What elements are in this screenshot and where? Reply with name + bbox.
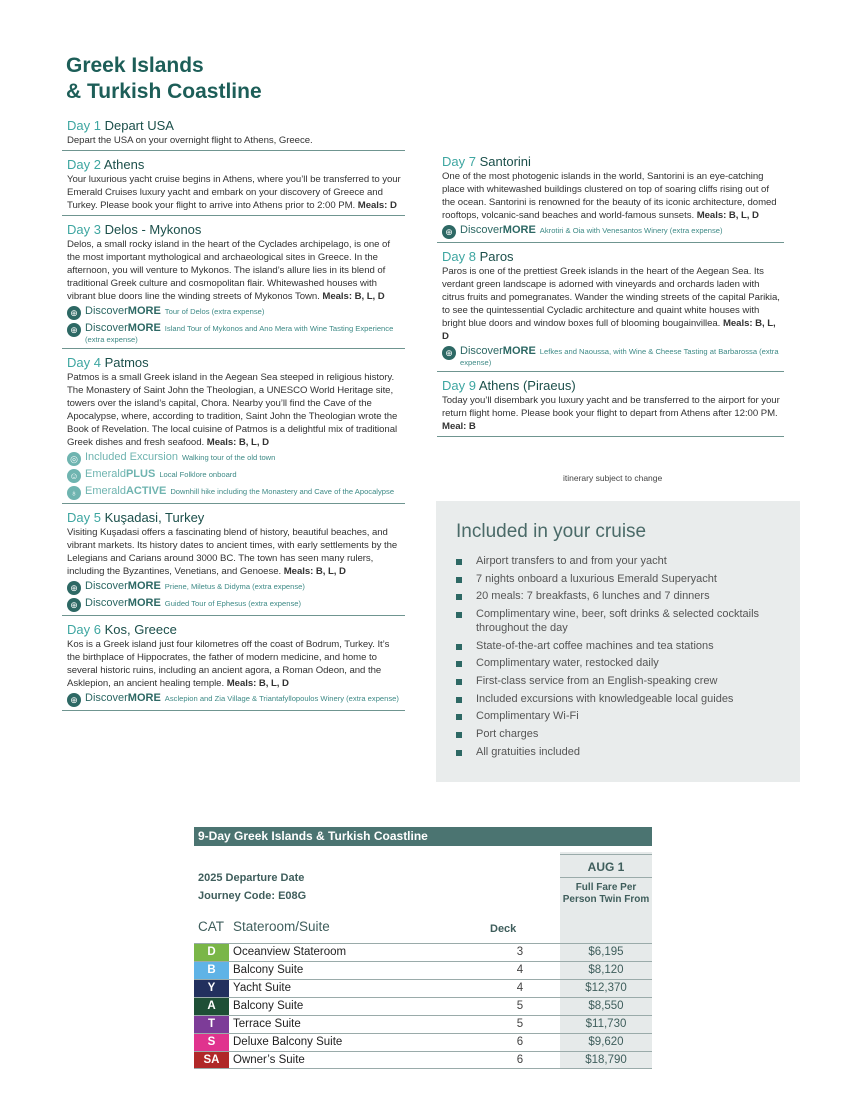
day-extra <box>442 346 784 368</box>
category-badge: Y <box>194 980 229 997</box>
included-item <box>456 573 780 587</box>
day-text: Paros is one of the prettiest Greek islands in the heart of the Aegean Sea. Its verdant green landscape is adorned with vineyards and orchards laden with citrus fruits and pomegranates. Wander the winding streets of the capital Parikia, to see the quintessential Cycladic architecture and quaint white houses with bright blue doors and window boxes full of blooming bougainvillea. <box>442 266 780 329</box>
extra-brand-b: MORE <box>502 345 536 357</box>
extra-description: Tour of Delos (extra expense) <box>164 307 265 316</box>
day-number: Day 7 <box>442 154 476 169</box>
day-extra <box>67 306 405 320</box>
category-badge: S <box>194 1034 229 1051</box>
included-item-text: All gratuities included <box>476 745 580 758</box>
extra-brand <box>85 305 161 317</box>
itinerary-left-column <box>62 116 405 715</box>
room-name: Terrace Suite <box>233 1018 301 1030</box>
room-name: Balcony Suite <box>233 1000 304 1012</box>
included-item-text: 7 nights onboard a luxurious Emerald Superyacht <box>476 572 717 585</box>
extra-brand <box>85 597 161 609</box>
day-extra <box>67 693 405 707</box>
day-description <box>67 238 405 303</box>
deck-number: 4 <box>516 964 524 976</box>
bullet-icon <box>456 661 462 667</box>
category-badge: B <box>194 962 229 979</box>
day-text: Patmos is a small Greek island in the Aegean Sea steeped in religious history. The Monastery of Saint John the Theologian, a UNESCO World Heritage site, towers over the island’s capital, Chora. Nearby you’ll find the Cave of the Apocalypse, where, according to tradition, Saint John the Theologian wrote the Book of Revelation. The local cuisine of Patmos is a delightful mix of traditional Greek dishes and fresh seafood. <box>67 372 398 448</box>
extra-description: Asclepion and Zia Village & Triantafyllopoulos Winery (extra expense) <box>164 694 399 703</box>
extra-text <box>85 452 275 464</box>
bullet-icon <box>456 714 462 720</box>
day-text: Visiting Kuşadasi offers a fascinating blend of history, beautiful beaches, and vibrant markets. Its history dates to ancient times, with early settlements by the Lelegians and Carians around 3000 BC. The town has seen many rulers, including the Byzantines, Venetians, and Genoese. <box>67 527 398 577</box>
day-section <box>62 155 405 216</box>
day-place: Patmos <box>104 355 149 370</box>
day-section <box>437 152 784 243</box>
day-extra <box>67 581 405 595</box>
extra-description: Island Tour of Mykonos and Ano Mera with Wine Tasting Experience (extra expense) <box>85 324 394 344</box>
extra-brand-a: Emerald <box>85 485 126 497</box>
room-name: Yacht Suite <box>233 982 291 994</box>
subject-note: itinerary subject to change <box>563 473 663 483</box>
extra-text <box>85 581 305 593</box>
extra-text <box>460 346 784 368</box>
discover-icon: ⊕ <box>67 693 81 707</box>
extra-brand-a: Discover <box>85 322 128 334</box>
day-number: Day 8 <box>442 249 476 264</box>
pricing-row <box>194 1015 652 1033</box>
extra-brand-b: PLUS <box>125 468 156 480</box>
extra-description: Priene, Miletus & Didyma (extra expense) <box>164 582 305 591</box>
day-number: Day 3 <box>67 222 101 237</box>
extra-text <box>85 306 264 318</box>
pricing-header: 9-Day Greek Islands & Turkish Coastline <box>194 827 652 846</box>
day-heading <box>442 378 784 393</box>
itinerary-right-column <box>437 152 784 441</box>
day-place: Paros <box>479 249 514 264</box>
day-description <box>67 371 405 449</box>
pricing-row <box>194 997 652 1015</box>
day-section <box>62 508 405 616</box>
pricing-row <box>194 1033 652 1051</box>
day-place: Depart USA <box>104 118 174 133</box>
extra-description: Akrotiri & Oia with Venesantos Winery (extra expense) <box>539 226 723 235</box>
included-item-text: Airport transfers to and from your yacht <box>476 555 667 567</box>
extra-brand-b: MORE <box>127 305 161 317</box>
included-item <box>456 657 780 671</box>
bullet-icon <box>456 594 462 600</box>
day-section <box>62 353 405 504</box>
pricing-row <box>194 979 652 997</box>
included-item <box>456 608 780 636</box>
day-text: One of the most photogenic islands in the world, Santorini is an eye-catching place with whitewashed buildings clustered on top of soaring cliffs rising out of the ocean. Santorini is renowned for the beauty of its iconic architecture, domed rooftops, volcanic-sand beaches and world-famous sunsets. <box>442 171 777 221</box>
bullet-icon <box>456 644 462 650</box>
day-section <box>62 220 405 349</box>
room-name: Owner’s Suite <box>233 1054 305 1066</box>
extra-brand-a: Discover <box>85 692 128 704</box>
extra-brand-a: Emerald <box>85 468 126 480</box>
included-item <box>456 590 780 604</box>
discover-icon: ⊕ <box>442 225 456 239</box>
discover-icon: ⊕ <box>442 346 456 360</box>
room-name: Oceanview Stateroom <box>233 946 347 958</box>
extra-brand-b: MORE <box>127 322 161 334</box>
extra-description: Downhill hike including the Monastery and Cave of the Apocalypse <box>170 487 395 496</box>
bullet-icon <box>456 697 462 703</box>
extra-brand-b: MORE <box>127 692 161 704</box>
included-list <box>456 555 780 759</box>
extra-text <box>85 323 405 345</box>
day-number: Day 5 <box>67 510 101 525</box>
extra-brand-a: Discover <box>460 224 503 236</box>
discover-icon: ⊕ <box>67 306 81 320</box>
extra-brand <box>85 485 166 497</box>
deck-number: 6 <box>516 1036 524 1048</box>
included-item-text: First-class service from an English-speaking crew <box>476 674 718 687</box>
day-description <box>442 170 784 222</box>
included-item <box>456 640 780 654</box>
price: $12,370 <box>560 980 652 997</box>
pricing-rows <box>194 943 652 1069</box>
day-text: Kos is a Greek island just four kilometres off the coast of Bodrum, Turkey. It’s the birthplace of Hippocrates, the father of modern medicine, and home to several historic ruins, including an ancient agora, a Roman Odeon, and the Asklepion, an ancient healing temple. <box>67 639 390 689</box>
included-item-text: Complimentary water, restocked daily <box>476 657 659 670</box>
day-number: Day 2 <box>67 157 101 172</box>
extra-brand-a: Discover <box>85 305 128 317</box>
included-item <box>456 675 780 689</box>
journey-code: Journey Code: E08G <box>198 890 307 902</box>
camera-icon: ◎ <box>67 452 81 466</box>
extra-brand-a: Discover <box>460 345 503 357</box>
deck-number: 6 <box>516 1054 524 1066</box>
day-description <box>67 173 405 212</box>
day-description <box>67 134 405 147</box>
deck-number: 5 <box>516 1018 524 1030</box>
title-line-2: & Turkish Coastline <box>66 80 262 103</box>
included-item-text: Included excursions with knowledgeable local guides <box>476 692 734 705</box>
room-name: Balcony Suite <box>233 964 304 976</box>
price: $8,120 <box>560 962 652 979</box>
pricing-meta <box>194 846 652 943</box>
extra-brand <box>85 451 178 463</box>
price: $11,730 <box>560 1016 652 1033</box>
bullet-icon <box>456 750 462 756</box>
day-extra <box>67 323 405 345</box>
included-item-text: Complimentary Wi-Fi <box>476 710 579 723</box>
day-place: Kos, Greece <box>104 622 177 637</box>
title-line-1: Greek Islands <box>66 54 204 77</box>
bike-icon: ♁ <box>67 486 81 500</box>
extra-text <box>460 225 723 237</box>
included-item <box>456 710 780 724</box>
extra-description: Local Folklore onboard <box>159 470 237 479</box>
included-item <box>456 728 780 742</box>
departure-label: 2025 Departure Date <box>198 872 305 884</box>
fare-label: Full Fare Per Person Twin From <box>562 882 650 905</box>
included-item-text: Port charges <box>476 727 539 740</box>
extra-brand <box>460 224 536 236</box>
discover-icon: ⊕ <box>67 581 81 595</box>
day-place: Delos - Mykonos <box>104 222 202 237</box>
day-extra <box>67 598 405 612</box>
bullet-icon <box>456 559 462 565</box>
room-name: Deluxe Balcony Suite <box>233 1036 343 1048</box>
extra-description: Lefkes and Naoussa, with Wine & Cheese Tasting at Barbarossa (extra expense) <box>460 347 779 367</box>
pricing-row <box>194 943 652 961</box>
included-item-text: State-of-the-art coffee machines and tea stations <box>476 639 714 652</box>
emerald-plus-icon: ☺ <box>67 469 81 483</box>
category-badge: SA <box>194 1052 229 1068</box>
category-badge: A <box>194 998 229 1015</box>
day-heading <box>67 355 405 370</box>
day-extra <box>67 452 405 466</box>
day-heading <box>442 249 784 264</box>
day-section <box>437 376 784 437</box>
day-number: Day 6 <box>67 622 101 637</box>
deck-header: Deck <box>490 923 517 935</box>
day-section <box>62 116 405 151</box>
day-description <box>442 265 784 343</box>
extra-brand-a: Included Excursion <box>85 451 178 463</box>
day-description <box>442 394 784 433</box>
extra-text <box>85 469 237 481</box>
included-item <box>456 746 780 760</box>
day-heading <box>442 154 784 169</box>
day-text: Depart the USA on your overnight flight to Athens, Greece. <box>67 135 313 146</box>
day-meals: Meals: B, L, D <box>322 291 385 302</box>
day-extra <box>67 469 405 483</box>
pricing-row <box>194 1051 652 1069</box>
day-number: Day 4 <box>67 355 101 370</box>
day-extra <box>442 225 784 239</box>
category-badge: D <box>194 944 229 961</box>
extra-description: Walking tour of the old town <box>181 453 276 462</box>
day-meals: Meals: B, L, D <box>206 437 269 448</box>
day-number: Day 9 <box>442 378 476 393</box>
day-meals: Meals: B, L, D <box>442 318 776 342</box>
pricing-table <box>194 827 652 1069</box>
day-place: Athens (Piraeus) <box>478 378 576 393</box>
day-text: Today you’ll disembark you luxury yacht and be transferred to the airport for your return flight home. Please book your flight to depart from Athens after 12:00 PM. <box>442 395 780 419</box>
pricing-row <box>194 961 652 979</box>
included-item-text: Complimentary wine, beer, soft drinks & selected cocktails throughout the day <box>476 608 760 634</box>
day-place: Santorini <box>479 154 531 169</box>
bullet-icon <box>456 679 462 685</box>
extra-brand <box>85 580 161 592</box>
extra-brand <box>85 692 161 704</box>
included-item <box>456 693 780 707</box>
deck-number: 3 <box>516 946 524 958</box>
bullet-icon <box>456 732 462 738</box>
extra-brand-b: MORE <box>127 597 161 609</box>
bullet-icon <box>456 612 462 618</box>
day-meals: Meals: D <box>357 200 397 211</box>
included-item-text: 20 meals: 7 breakfasts, 6 lunches and 7 dinners <box>476 590 710 603</box>
bullet-icon <box>456 577 462 583</box>
day-heading <box>67 157 405 172</box>
day-meals: Meals: B, L, D <box>226 678 289 689</box>
extra-brand-b: MORE <box>127 580 161 592</box>
day-description <box>67 638 405 690</box>
cat-header: CAT <box>198 919 224 934</box>
included-item <box>456 555 780 569</box>
departure-date: AUG 1 <box>560 854 652 878</box>
day-heading <box>67 622 405 637</box>
price: $9,620 <box>560 1034 652 1051</box>
extra-brand-b: ACTIVE <box>125 485 167 497</box>
day-heading <box>67 222 405 237</box>
discover-icon: ⊕ <box>67 323 81 337</box>
extra-brand-a: Discover <box>85 580 128 592</box>
extra-text <box>85 486 394 498</box>
extra-text <box>85 693 399 705</box>
discover-icon: ⊕ <box>67 598 81 612</box>
day-text: Your luxurious yacht cruise begins in Athens, where you’ll be transferred to your Emerald Cruises luxury yacht and embark on your discovery of Greece and Turkey. Please book your flight to arrive into Athens prior to 2:00 PM. <box>67 174 401 211</box>
day-place: Kuşadasi, Turkey <box>104 510 205 525</box>
category-badge: T <box>194 1016 229 1033</box>
day-section <box>62 620 405 711</box>
day-place: Athens <box>103 157 145 172</box>
extra-text <box>85 598 301 610</box>
day-meals: Meal: B <box>442 421 476 432</box>
price: $8,550 <box>560 998 652 1015</box>
day-heading <box>67 510 405 525</box>
included-title: Included in your cruise <box>456 521 647 542</box>
page-title <box>66 53 262 105</box>
deck-number: 4 <box>516 982 524 994</box>
price: $6,195 <box>560 944 652 961</box>
price: $18,790 <box>560 1052 652 1068</box>
extra-brand-b: MORE <box>502 224 536 236</box>
date-column-header <box>560 852 652 943</box>
deck-number: 5 <box>516 1000 524 1012</box>
day-meals: Meals: B, L, D <box>696 210 759 221</box>
day-extra <box>67 486 405 500</box>
extra-brand <box>85 468 155 480</box>
day-text: Delos, a small rocky island in the heart of the Cyclades archipelago, is one of the most important mythological and archaeological sites in Greece. In the afternoon, you will venture to Mykonos. The island’s allure lies in its blend of traditional Greek culture and cosmopolitan flair. Whitewashed houses with vibrant blue doors line the winding streets of Mykonos Town. <box>67 239 390 302</box>
included-box <box>436 501 800 782</box>
day-meals: Meals: B, L, D <box>283 566 346 577</box>
room-header: Stateroom/Suite <box>233 919 330 934</box>
day-number: Day 1 <box>67 118 101 133</box>
day-description <box>67 526 405 578</box>
extra-description: Guided Tour of Ephesus (extra expense) <box>164 599 302 608</box>
day-section <box>437 247 784 372</box>
extra-brand-a: Discover <box>85 597 128 609</box>
day-heading <box>67 118 405 133</box>
extra-brand <box>85 322 161 334</box>
extra-brand <box>460 345 536 357</box>
